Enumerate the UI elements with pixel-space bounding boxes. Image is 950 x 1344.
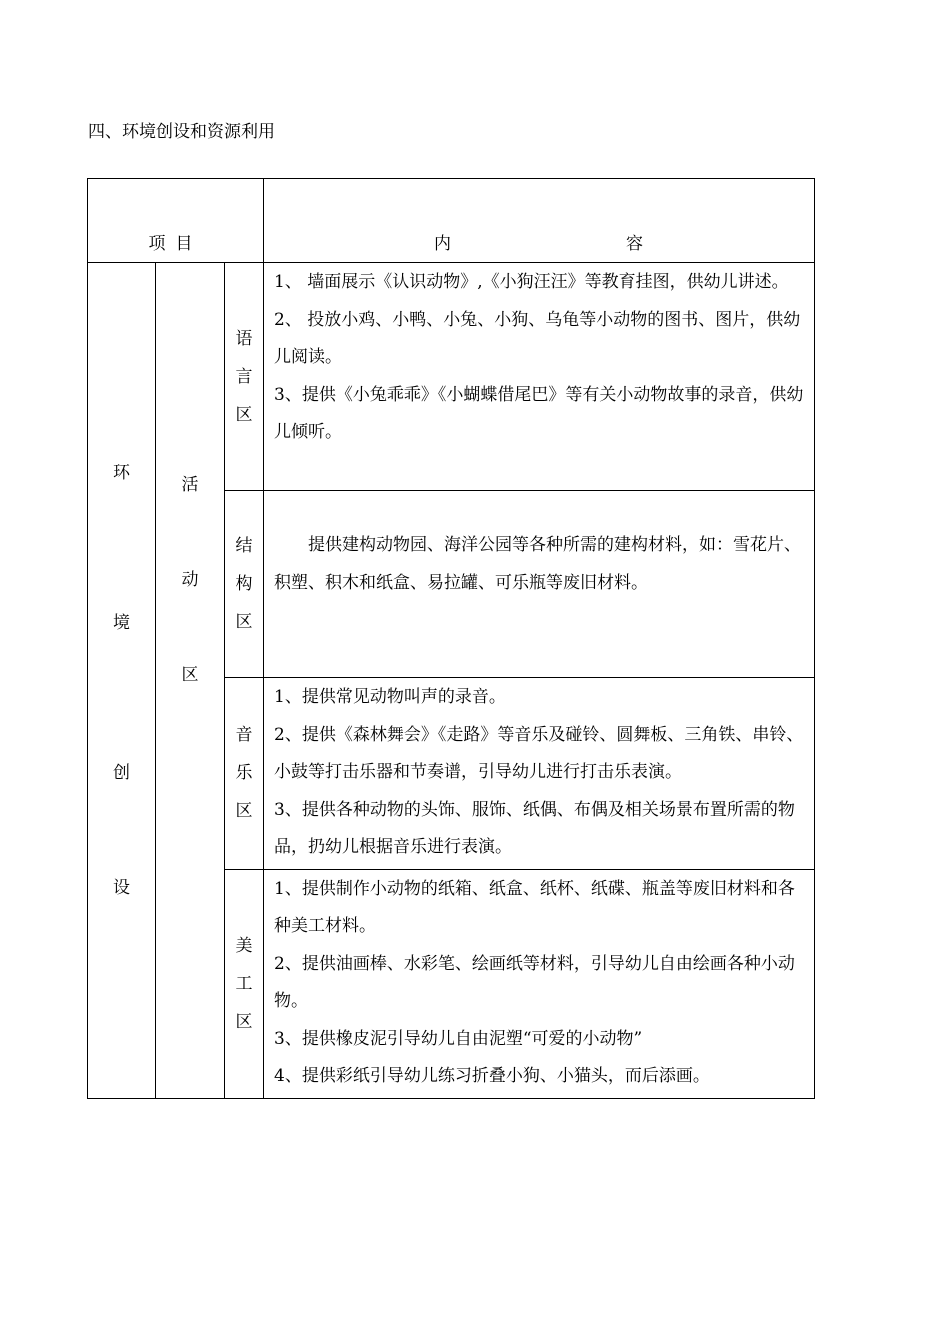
subcategory-char: 区: [181, 665, 199, 686]
content-line: 4、提供彩纸引导幼儿练习折叠小狗、小猫头，而后添画。: [274, 1066, 710, 1086]
zone-content-art: [264, 869, 815, 1098]
category-char: 环: [113, 462, 130, 483]
header-row: [88, 179, 815, 263]
content-line: 1、提供制作小动物的纸箱、纸盒、纸杯、纸碟、瓶盖等废旧材料和各种美工材料。: [274, 878, 795, 936]
content-line: 2、提供油画棒、水彩笔、绘画纸等材料，引导幼儿自由绘画各种小动物。: [274, 953, 795, 1011]
zone-name-music: 音 乐 区: [225, 678, 264, 870]
zone-content-language: [264, 263, 815, 491]
content-line: 提供建构动物园、海洋公园等各种所需的建构材料，如：雪花片、积塑、积木和纸盒、易拉罐、可乐瓶等废旧材料。: [274, 535, 802, 593]
header-content-right: 容: [626, 234, 644, 254]
content-line: 3、提供《小兔乖乖》《小蝴蝶借尾巴》等有关小动物故事的录音，供幼儿倾听。: [274, 384, 804, 442]
zone-content-music: [264, 678, 815, 870]
section-title: 四、环境创设和资源利用: [88, 122, 275, 142]
content-line: 2、 投放小鸡、小鸭、小兔、小狗、乌龟等小动物的图书、图片，供幼儿阅读。: [274, 309, 801, 367]
header-content: [264, 179, 815, 263]
header-content-left: 内: [434, 234, 452, 254]
subcategory-cell: [156, 263, 225, 1099]
zone-name-language: 语 言 区: [225, 263, 264, 491]
zone-content-construction: [264, 491, 815, 678]
content-line: 2、提供《森林舞会》《走路》等音乐及碰铃、圆舞板、三角铁、串铃、小鼓等打击乐器和节奏谱，引导幼儿进行打击乐表演。: [274, 724, 804, 782]
zone-name-art: 美 工 区: [225, 869, 264, 1098]
content-line: 1、 墙面展示《认识动物》,《小狗汪汪》等教育挂图，供幼儿讲述。: [274, 272, 789, 292]
subcategory-char: 动: [181, 570, 199, 591]
subcategory-char: 活: [181, 475, 199, 496]
category-char: 创: [113, 762, 130, 783]
content-line: 3、提供橡皮泥引导幼儿自由泥塑“可爱的小动物”: [274, 1028, 643, 1049]
content-line: 1、提供常见动物叫声的录音。: [274, 687, 506, 707]
zone-row-language: [88, 263, 815, 491]
category-char: 设: [113, 877, 130, 898]
category-char: 境: [113, 612, 130, 633]
environment-table: [87, 178, 815, 1099]
header-item: 项目: [88, 179, 264, 263]
content-line: 3、提供各种动物的头饰、服饰、纸偶、布偶及相关场景布置所需的物品，扔幼儿根据音乐进行表演。: [274, 799, 795, 857]
category-cell: [88, 263, 156, 1099]
zone-name-construction: 结 构 区: [225, 491, 264, 678]
